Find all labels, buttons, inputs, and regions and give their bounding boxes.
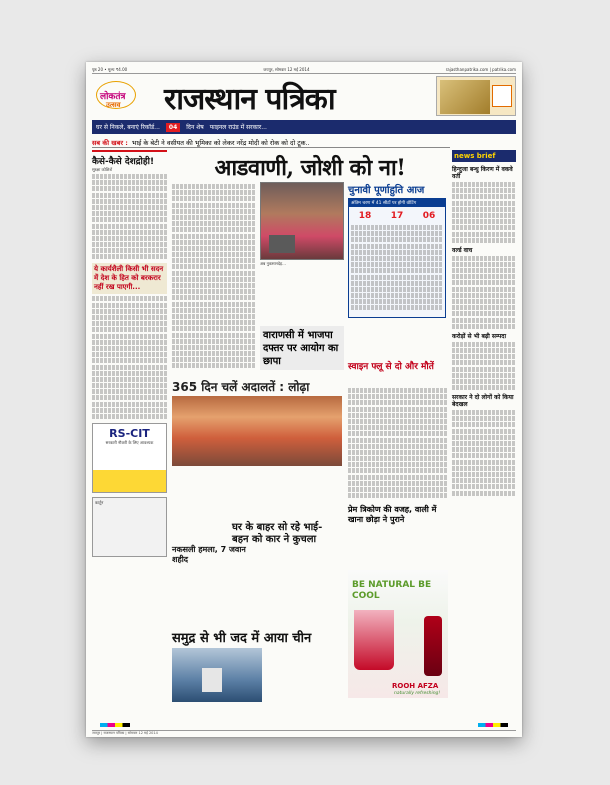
election-box: चुनावी पूर्णाहुति आज अंतिम चरण में 41 सीटों पर होगी वोटिंग 18 17 06 bbox=[348, 182, 446, 320]
registration-mark bbox=[100, 723, 130, 727]
accident-headline: घर के बाहर सो रहे भाई-बहन को कार ने कुचला bbox=[232, 522, 323, 545]
ship-photo bbox=[172, 648, 262, 702]
left-headline: कैसे-कैसे देशद्रोही! bbox=[92, 150, 167, 167]
newspaper-title: राजस्थान पत्रिका bbox=[164, 81, 335, 117]
subnav-item-4: फाइनल राउंड में सरकार... bbox=[209, 124, 267, 131]
crowd-photo bbox=[172, 396, 342, 466]
triangle-headline: प्रेम त्रिकोण की वजह, वाली में खाना छोड़ा ने पुराने bbox=[348, 505, 437, 524]
website-text: rajasthanpatrika.com | patrika.com bbox=[445, 67, 516, 72]
cartoon: कार्टून bbox=[92, 497, 167, 557]
days-badge: 04 bbox=[166, 123, 180, 132]
varanasi-headline: वाराणसी में भाजपा दफ्तर पर आयोग का छापा bbox=[260, 326, 344, 370]
china-headline: समुद्र से भी जद में आया चीन bbox=[172, 631, 312, 646]
brief-item-2: वर्ल्ड वाच bbox=[452, 246, 473, 254]
main-column bbox=[172, 150, 448, 729]
page-footer: जयपुर | राजस्थान पत्रिका | सोमवार 12 मई 2014 bbox=[92, 730, 516, 735]
pullquote: ये कार्यशैली किसी भी सदन में देश के हित को बरकरार नहीं रख पाएगी... bbox=[92, 263, 167, 294]
subnav-item-1: घर से निकले, बनाएं रिकॉर्ड... bbox=[96, 124, 160, 131]
naxal-headline: नकसली हमला, 7 जवान शहीद bbox=[172, 545, 246, 564]
left-body-text bbox=[92, 174, 167, 259]
ticker-text: भाई के बेटी ने वसीयत की भूमिका को लेकर नरेंद्र मोदी को रोक को दो टूक.. bbox=[131, 139, 310, 147]
dateline-strip bbox=[92, 66, 516, 74]
left-column bbox=[92, 150, 167, 729]
left-byline: सुरक्षा कोशिशें bbox=[92, 167, 113, 172]
rooh-afza-ad: BE NATURAL BE COOL ROOH AFZA naturally refreshing! bbox=[348, 570, 448, 698]
brief-item-1: हिन्दुजा बन्धु किरण में वकवे वर्ती bbox=[452, 166, 513, 180]
page-info: पृष्ठ 20 • मूल्य ₹4.00 bbox=[92, 67, 128, 72]
newspaper-page bbox=[86, 62, 522, 737]
swine-flu-headline: स्वाइन फ्लू से दो और मौतें bbox=[348, 362, 434, 372]
ticker-label: सब की खबर : bbox=[92, 139, 128, 147]
date-text: जयपुर, सोमवार 12 मई 2014 bbox=[263, 67, 310, 72]
brief-item-4: सरकार ने दो लोगों को किया बेदखल bbox=[452, 394, 514, 409]
subnav-bar bbox=[92, 120, 516, 134]
adalat-headline: 365 दिन चलें अदालतें : लोढ़ा bbox=[172, 380, 310, 394]
election-promo bbox=[436, 76, 516, 116]
brief-item-3: करोड़ों से भी बढ़ी सम्पदा bbox=[452, 332, 507, 340]
subnav-item-3: दिन शेष bbox=[186, 124, 204, 131]
rscit-ad: RS-CIT सरकारी नौकरी के लिए आवश्यक bbox=[92, 423, 167, 493]
voter-photo bbox=[260, 182, 344, 260]
ticker-bar bbox=[92, 138, 450, 148]
lead-headline: आडवाणी, जोशी को ना! bbox=[214, 155, 406, 181]
lead-story-text bbox=[172, 184, 256, 370]
right-column bbox=[452, 150, 516, 729]
loktantra-logo: लोकतंत्र उत्सव bbox=[92, 79, 154, 115]
photo-caption: अब नुकसानदेह... bbox=[260, 261, 286, 266]
registration-mark bbox=[478, 723, 508, 727]
news-brief-label: news brief bbox=[452, 150, 516, 162]
